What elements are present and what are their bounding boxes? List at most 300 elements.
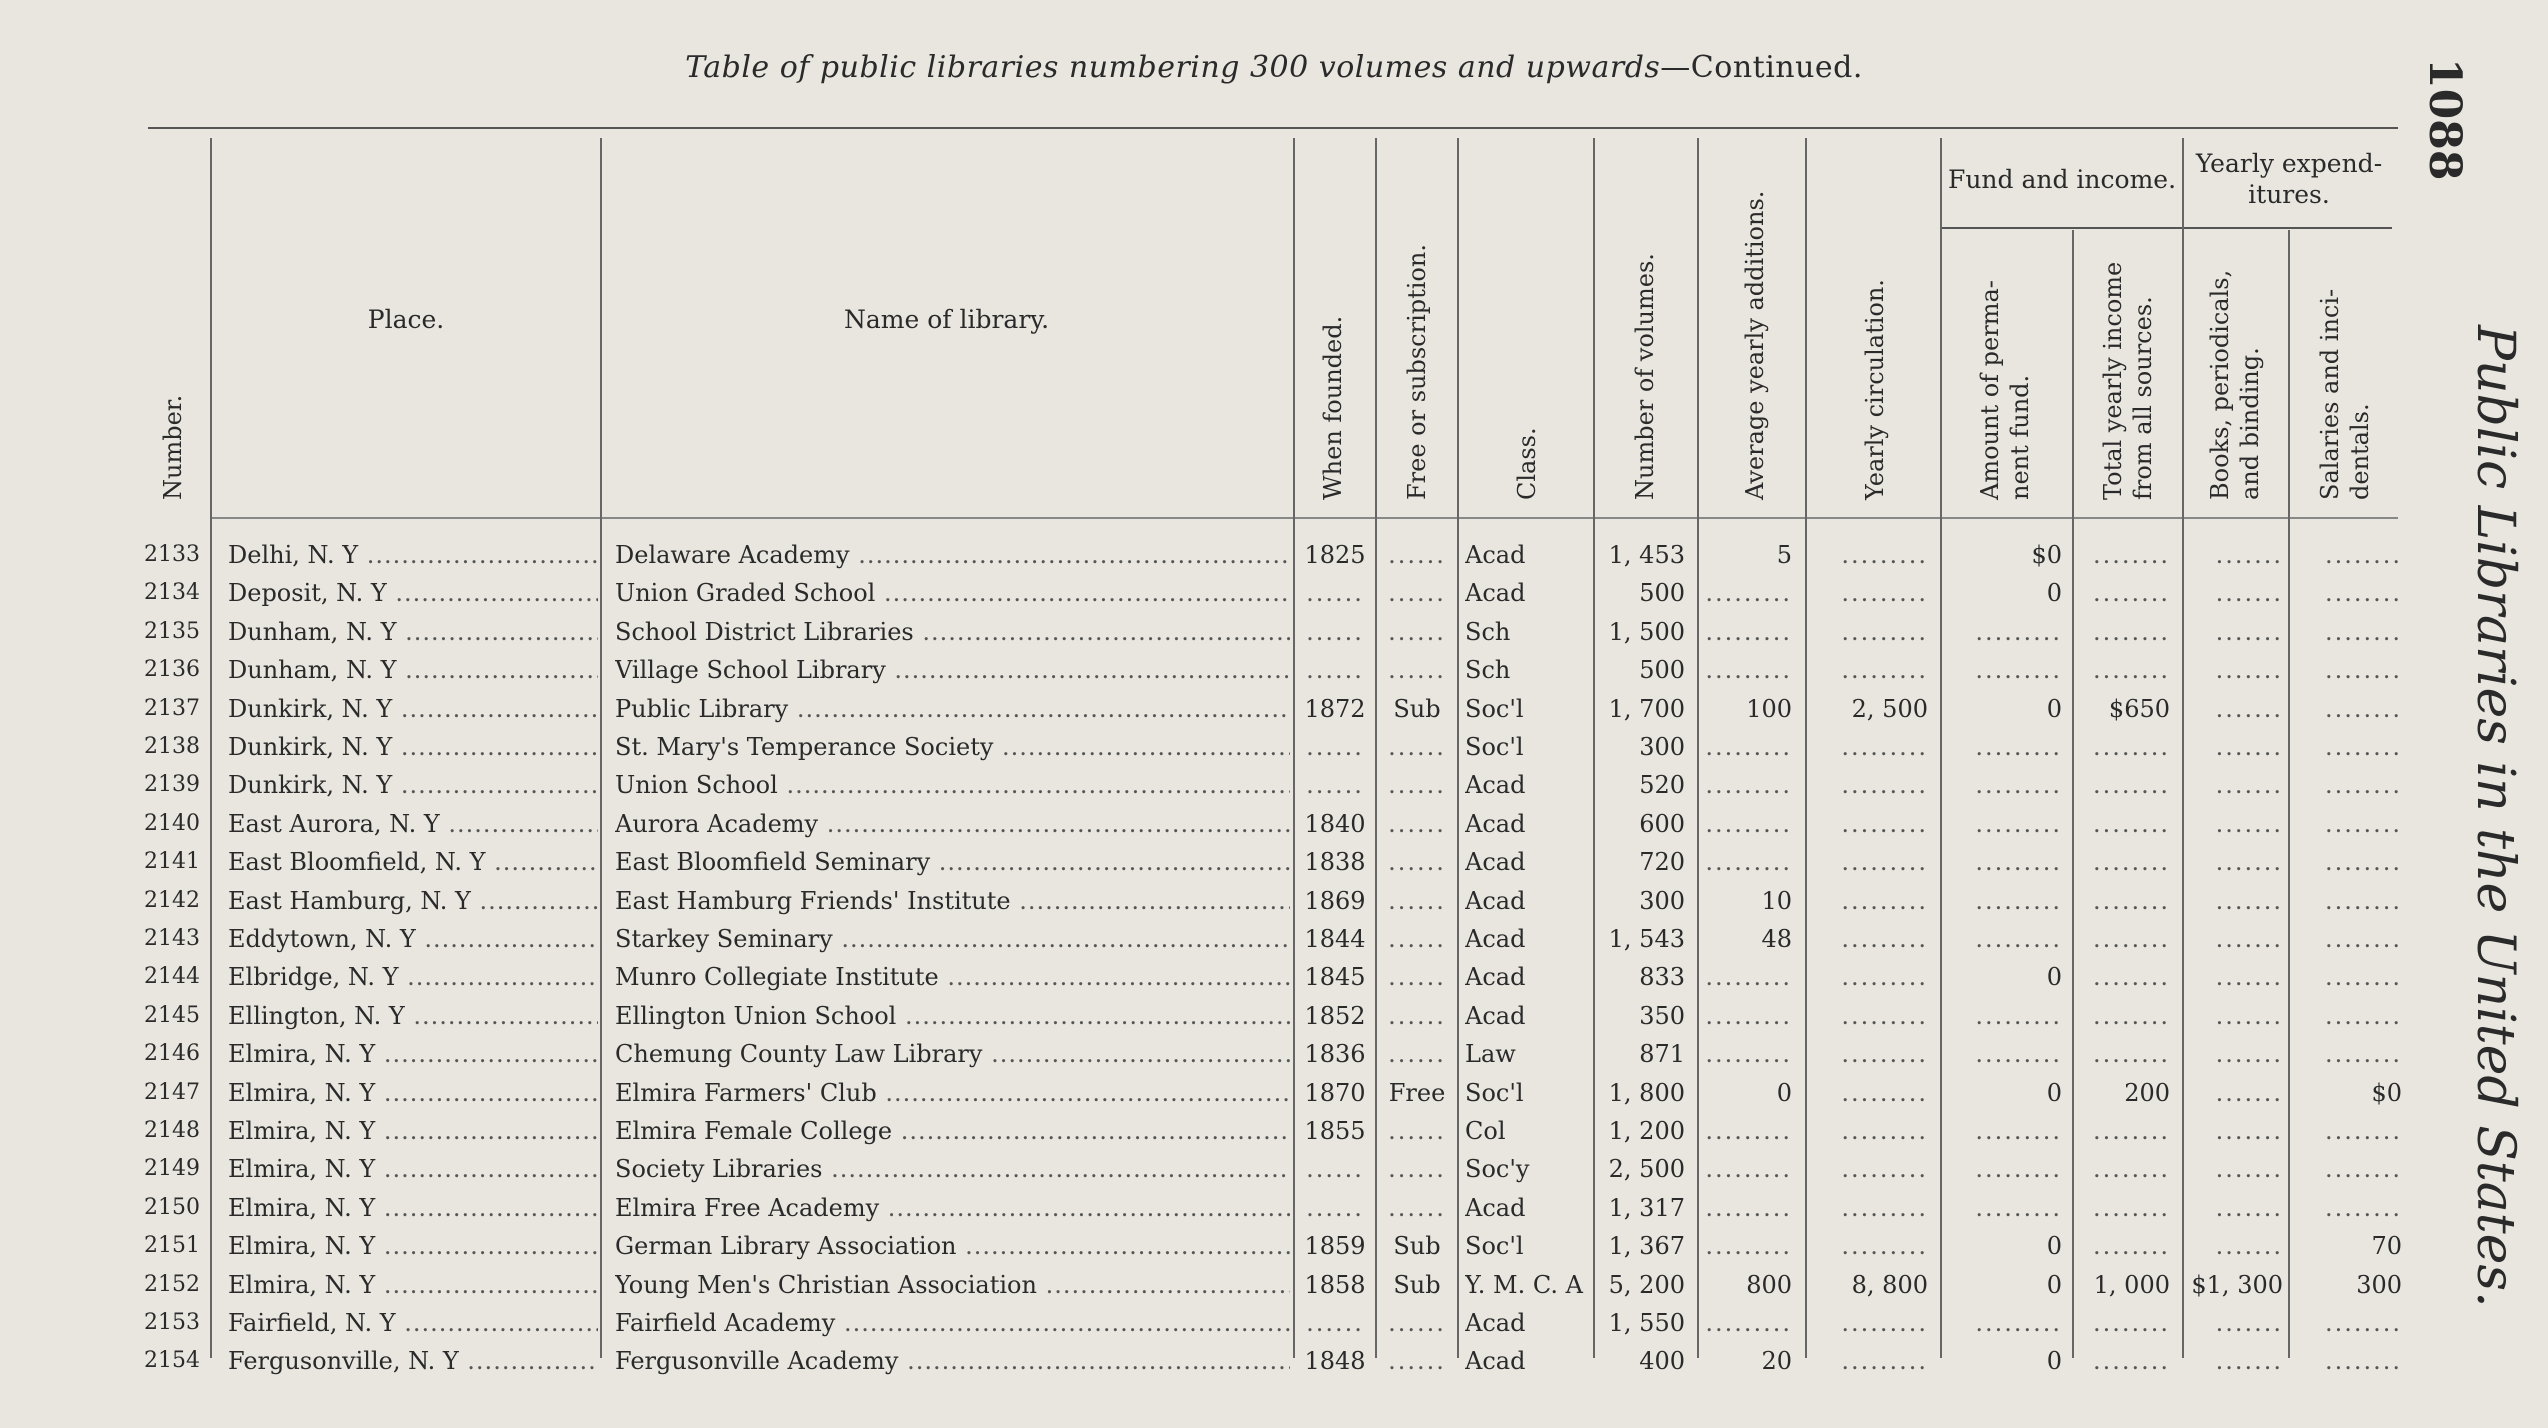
table-row xyxy=(0,1342,2548,1380)
cell-books: ....... xyxy=(2215,1117,2283,1145)
cell-volumes: 1, 453 xyxy=(1608,541,1685,569)
cell-income: ........ xyxy=(2092,1309,2170,1337)
cell-name: Fergusonville Academy ..... xyxy=(615,1342,1290,1380)
cell-additions: 0 xyxy=(1776,1078,1792,1107)
cell-number: 2143 xyxy=(144,926,200,951)
cell-place: Deposit, N. Y ..... xyxy=(228,574,598,612)
header-salaries: Salaries and inci- dentals. xyxy=(2316,288,2374,500)
cell-additions: ......... xyxy=(1705,1117,1792,1145)
cell-free: Sub xyxy=(1393,1270,1441,1299)
cell-books: ....... xyxy=(2215,848,2283,877)
cell-fund: ......... xyxy=(1975,1040,2062,1069)
cell-books: ....... xyxy=(2215,1155,2283,1184)
cell-class: Soc'l xyxy=(1465,1078,1524,1107)
cell-class: Soc'l xyxy=(1465,1232,1524,1261)
cell-name: Munro Collegiate Institute ..... xyxy=(615,958,1290,996)
cell-fund: 0 xyxy=(2046,1078,2062,1107)
cell-circulation: ......... xyxy=(1841,925,1928,953)
cell-books: ....... xyxy=(2215,886,2283,915)
page-title-italic: Table of public libraries numbering 300 volumes and upwards xyxy=(685,50,1661,85)
cell-circulation: 8, 800 xyxy=(1851,1270,1928,1299)
cell-name: Delaware Academy ..... xyxy=(615,536,1290,574)
table-row xyxy=(0,574,2548,612)
cell-place: Delhi, N. Y ..... xyxy=(228,536,598,574)
cell-salaries: ........ xyxy=(2324,963,2402,992)
cell-place: East Aurora, N. Y ..... xyxy=(228,805,598,843)
cell-number: 2150 xyxy=(144,1194,200,1220)
cell-free: ...... xyxy=(1388,771,1446,800)
cell-fund: ......... xyxy=(1975,809,2062,838)
cell-volumes: 500 xyxy=(1639,579,1685,608)
cell-founded: 1870 xyxy=(1304,1078,1366,1107)
cell-founded: ...... xyxy=(1306,1309,1364,1337)
cell-fund: 0 xyxy=(2046,1232,2062,1261)
cell-free: ...... xyxy=(1388,848,1446,877)
table-row xyxy=(0,1035,2548,1073)
table-row xyxy=(0,1266,2548,1304)
cell-founded: 1838 xyxy=(1304,848,1366,877)
cell-class: Acad xyxy=(1465,1309,1526,1337)
table-row xyxy=(0,536,2548,574)
cell-salaries: ........ xyxy=(2324,1309,2402,1337)
cell-income: 200 xyxy=(2124,1078,2170,1107)
cell-founded: ...... xyxy=(1306,656,1364,685)
cell-number: 2133 xyxy=(144,542,200,567)
cell-additions: 5 xyxy=(1776,541,1792,569)
cell-free: ...... xyxy=(1388,541,1446,569)
cell-place: Dunham, N. Y ..... xyxy=(228,651,598,689)
cell-founded: 1825 xyxy=(1304,541,1366,569)
cell-class: Acad xyxy=(1465,771,1526,800)
table-row xyxy=(0,843,2548,881)
cell-founded: 1869 xyxy=(1304,886,1366,915)
cell-books: ....... xyxy=(2215,656,2283,685)
cell-salaries: ........ xyxy=(2324,1193,2402,1222)
header-number: Number. xyxy=(159,394,187,500)
cell-name: East Hamburg Friends' Institute ..... xyxy=(615,882,1290,920)
table-row xyxy=(0,690,2548,728)
cell-number: 2139 xyxy=(144,772,200,798)
cell-circulation: ......... xyxy=(1841,1040,1928,1069)
cell-name: Elmira Female College ..... xyxy=(615,1112,1290,1150)
cell-additions: ......... xyxy=(1705,1309,1792,1337)
cell-additions: ......... xyxy=(1705,1232,1792,1261)
cell-additions: ......... xyxy=(1705,656,1792,685)
cell-income: ........ xyxy=(2092,848,2170,877)
cell-number: 2134 xyxy=(144,580,200,606)
cell-income: ........ xyxy=(2092,733,2170,761)
cell-fund: 0 xyxy=(2046,1270,2062,1299)
cell-fund: ......... xyxy=(1975,1309,2062,1337)
cell-volumes: 2, 500 xyxy=(1608,1155,1685,1184)
cell-volumes: 300 xyxy=(1639,733,1685,761)
table-row xyxy=(0,1227,2548,1265)
cell-class: Law xyxy=(1465,1040,1516,1069)
table-row xyxy=(0,997,2548,1035)
cell-additions: ......... xyxy=(1705,579,1792,608)
table-row xyxy=(0,1304,2548,1342)
cell-circulation: ......... xyxy=(1841,771,1928,800)
cell-additions: ......... xyxy=(1705,1001,1792,1030)
table-row xyxy=(0,1112,2548,1150)
cell-salaries: ........ xyxy=(2324,1117,2402,1145)
cell-books: $1, 300 xyxy=(2191,1270,2283,1299)
cell-name: Elmira Farmers' Club ..... xyxy=(615,1074,1290,1112)
cell-salaries: ........ xyxy=(2324,771,2402,800)
cell-salaries: ........ xyxy=(2324,886,2402,915)
cell-place: Elbridge, N. Y ..... xyxy=(228,958,598,996)
cell-place: Fergusonville, N. Y ..... xyxy=(228,1342,598,1380)
cell-name: School District Libraries ..... xyxy=(615,613,1290,651)
table-row xyxy=(0,958,2548,996)
cell-books: ....... xyxy=(2215,1001,2283,1030)
cell-income: ........ xyxy=(2092,1155,2170,1184)
cell-circulation: ......... xyxy=(1841,733,1928,761)
cell-circulation: ......... xyxy=(1841,1117,1928,1145)
cell-books: ....... xyxy=(2215,809,2283,838)
cell-circulation: ......... xyxy=(1841,809,1928,838)
cell-books: ....... xyxy=(2215,579,2283,608)
cell-fund: ......... xyxy=(1975,1117,2062,1145)
cell-income: ........ xyxy=(2092,1001,2170,1030)
cell-additions: 20 xyxy=(1761,1347,1792,1376)
cell-class: Acad xyxy=(1465,541,1526,569)
cell-circulation: 2, 500 xyxy=(1851,694,1928,723)
cell-place: Dunkirk, N. Y ..... xyxy=(228,728,598,766)
cell-income: ........ xyxy=(2092,1040,2170,1069)
cell-founded: ...... xyxy=(1306,1193,1364,1222)
table-row xyxy=(0,805,2548,843)
cell-books: ....... xyxy=(2215,1347,2283,1376)
cell-books: ....... xyxy=(2215,1232,2283,1261)
cell-class: Soc'l xyxy=(1465,694,1524,723)
cell-class: Soc'l xyxy=(1465,733,1524,761)
cell-name: Chemung County Law Library ..... xyxy=(615,1035,1290,1073)
table-row xyxy=(0,1074,2548,1112)
cell-place: East Bloomfield, N. Y ..... xyxy=(228,843,598,881)
cell-circulation: ......... xyxy=(1841,1155,1928,1184)
header-fund: Amount of perma- nent fund. xyxy=(1976,280,2034,500)
cell-number: 2154 xyxy=(144,1348,200,1374)
cell-place: Ellington, N. Y ..... xyxy=(228,997,598,1035)
cell-income: ........ xyxy=(2092,1193,2170,1222)
cell-circulation: ......... xyxy=(1841,1309,1928,1337)
cell-founded: 1840 xyxy=(1304,809,1366,838)
cell-volumes: 1, 700 xyxy=(1608,694,1685,723)
cell-class: Sch xyxy=(1465,656,1511,685)
cell-volumes: 1, 317 xyxy=(1608,1193,1685,1222)
cell-additions: 100 xyxy=(1746,694,1792,723)
cell-income: ........ xyxy=(2092,886,2170,915)
cell-income: $650 xyxy=(2108,694,2170,723)
header-name: Name of library. xyxy=(843,305,1050,334)
cell-books: ....... xyxy=(2215,771,2283,800)
cell-circulation: ......... xyxy=(1841,1232,1928,1261)
cell-circulation: ......... xyxy=(1841,886,1928,915)
cell-number: 2140 xyxy=(144,810,200,836)
cell-free: ...... xyxy=(1388,886,1446,915)
cell-place: Elmira, N. Y ..... xyxy=(228,1266,598,1304)
cell-books: ....... xyxy=(2215,1040,2283,1069)
cell-free: ...... xyxy=(1388,1040,1446,1069)
cell-circulation: ......... xyxy=(1841,1347,1928,1376)
cell-circulation: ......... xyxy=(1841,617,1928,646)
table-row xyxy=(0,728,2548,766)
cell-number: 2138 xyxy=(144,734,200,759)
cell-founded: ...... xyxy=(1306,733,1364,761)
cell-additions: ......... xyxy=(1705,963,1792,992)
cell-additions: ......... xyxy=(1705,733,1792,761)
cell-number: 2145 xyxy=(144,1002,200,1028)
cell-volumes: 1, 367 xyxy=(1608,1232,1685,1261)
table-row xyxy=(0,882,2548,920)
cell-books: ....... xyxy=(2215,694,2283,723)
cell-number: 2141 xyxy=(144,849,200,875)
cell-free: ...... xyxy=(1388,656,1446,685)
cell-class: Sch xyxy=(1465,617,1511,646)
cell-class: Col xyxy=(1465,1117,1506,1145)
cell-income: ........ xyxy=(2092,617,2170,646)
cell-founded: ...... xyxy=(1306,771,1364,800)
cell-name: Public Library ..... xyxy=(615,690,1290,728)
cell-volumes: 500 xyxy=(1639,656,1685,685)
cell-free: ...... xyxy=(1388,809,1446,838)
cell-circulation: ......... xyxy=(1841,1078,1928,1107)
cell-number: 2135 xyxy=(144,618,200,644)
cell-fund: ......... xyxy=(1975,771,2062,800)
header-circulation: Yearly circulation. xyxy=(1861,279,1889,500)
cell-number: 2137 xyxy=(144,695,200,721)
page-title xyxy=(0,50,2548,85)
cell-number: 2151 xyxy=(144,1233,200,1259)
cell-name: German Library Association ..... xyxy=(615,1227,1290,1265)
cell-salaries: ........ xyxy=(2324,656,2402,685)
cell-place: Elmira, N. Y ..... xyxy=(228,1074,598,1112)
header-free: Free or subscription. xyxy=(1403,244,1431,500)
cell-founded: 1844 xyxy=(1304,925,1366,953)
cell-number: 2147 xyxy=(144,1079,200,1105)
cell-fund: ......... xyxy=(1975,656,2062,685)
cell-volumes: 1, 550 xyxy=(1608,1309,1685,1337)
cell-fund: 0 xyxy=(2046,963,2062,992)
header-expenditures-group: Yearly expend- itures. xyxy=(2195,149,2383,210)
cell-name: Union School ..... xyxy=(615,766,1290,804)
cell-fund: ......... xyxy=(1975,886,2062,915)
cell-class: Acad xyxy=(1465,579,1526,608)
cell-circulation: ......... xyxy=(1841,848,1928,877)
cell-volumes: 520 xyxy=(1639,771,1685,800)
cell-books: ....... xyxy=(2215,617,2283,646)
cell-books: ....... xyxy=(2215,963,2283,992)
cell-circulation: ......... xyxy=(1841,579,1928,608)
group-header-rule xyxy=(1942,227,2392,229)
cell-volumes: 5, 200 xyxy=(1608,1270,1685,1299)
cell-free: ...... xyxy=(1388,1193,1446,1222)
cell-class: Acad xyxy=(1465,963,1526,992)
cell-founded: 1848 xyxy=(1304,1347,1366,1376)
cell-volumes: 300 xyxy=(1639,886,1685,915)
cell-name: Ellington Union School ..... xyxy=(615,997,1290,1035)
cell-class: Acad xyxy=(1465,1193,1526,1222)
cell-place: Fairfield, N. Y ..... xyxy=(228,1304,598,1342)
cell-salaries: ........ xyxy=(2324,733,2402,761)
cell-salaries: ........ xyxy=(2324,809,2402,838)
cell-salaries: ........ xyxy=(2324,1001,2402,1030)
header-class: Class. xyxy=(1513,427,1541,500)
cell-free: ...... xyxy=(1388,1347,1446,1376)
cell-fund: $0 xyxy=(2031,541,2062,569)
cell-place: Dunkirk, N. Y ..... xyxy=(228,766,598,804)
cell-founded: ...... xyxy=(1306,1155,1364,1184)
cell-free: ...... xyxy=(1388,1155,1446,1184)
cell-name: Union Graded School ..... xyxy=(615,574,1290,612)
cell-founded: 1845 xyxy=(1304,963,1366,992)
cell-name: Elmira Free Academy ..... xyxy=(615,1189,1290,1227)
cell-volumes: 400 xyxy=(1639,1347,1685,1376)
cell-fund: 0 xyxy=(2046,1347,2062,1376)
cell-number: 2152 xyxy=(144,1271,200,1297)
cell-income: ........ xyxy=(2092,656,2170,685)
table-row xyxy=(0,920,2548,958)
cell-class: Acad xyxy=(1465,848,1526,877)
cell-name: St. Mary's Temperance Society ..... xyxy=(615,728,1290,766)
cell-books: ....... xyxy=(2215,925,2283,953)
header-fund-group: Fund and income. xyxy=(1947,165,2177,194)
cell-class: Acad xyxy=(1465,886,1526,915)
cell-free: ...... xyxy=(1388,1117,1446,1145)
cell-class: Acad xyxy=(1465,1001,1526,1030)
cell-salaries: ........ xyxy=(2324,694,2402,723)
cell-free: ...... xyxy=(1388,733,1446,761)
cell-class: Y. M. C. A xyxy=(1465,1270,1583,1299)
cell-books: ....... xyxy=(2215,1078,2283,1107)
table-top-rule xyxy=(148,127,2398,129)
cell-fund: ......... xyxy=(1975,925,2062,953)
cell-free: Free xyxy=(1388,1078,1446,1107)
cell-free: ...... xyxy=(1388,1001,1446,1030)
cell-additions: ......... xyxy=(1705,1193,1792,1222)
table-row xyxy=(0,613,2548,651)
cell-free: ...... xyxy=(1388,925,1446,953)
cell-additions: 10 xyxy=(1761,886,1792,915)
running-title: Public Libraries in the United States. xyxy=(2465,325,2525,1308)
cell-circulation: ......... xyxy=(1841,541,1928,569)
cell-volumes: 833 xyxy=(1639,963,1685,992)
cell-income: ........ xyxy=(2092,809,2170,838)
header-place: Place. xyxy=(367,305,445,334)
cell-volumes: 1, 543 xyxy=(1608,925,1685,953)
cell-additions: ......... xyxy=(1705,1040,1792,1069)
cell-income: ........ xyxy=(2092,963,2170,992)
cell-income: ........ xyxy=(2092,1232,2170,1261)
table-row xyxy=(0,1150,2548,1188)
cell-place: Dunkirk, N. Y ..... xyxy=(228,690,598,728)
cell-name: Starkey Seminary ..... xyxy=(615,920,1290,958)
cell-founded: 1859 xyxy=(1304,1232,1366,1261)
cell-salaries: 70 xyxy=(2371,1232,2402,1261)
cell-circulation: ......... xyxy=(1841,1193,1928,1222)
cell-fund: ......... xyxy=(1975,617,2062,646)
page-number: 1088 xyxy=(2419,58,2470,181)
cell-salaries: ........ xyxy=(2324,925,2402,953)
table-row xyxy=(0,651,2548,689)
cell-free: ...... xyxy=(1388,579,1446,608)
cell-income: ........ xyxy=(2092,579,2170,608)
cell-books: ....... xyxy=(2215,733,2283,761)
cell-salaries: ........ xyxy=(2324,617,2402,646)
cell-founded: 1852 xyxy=(1304,1001,1366,1030)
cell-class: Acad xyxy=(1465,1347,1526,1376)
cell-founded: 1855 xyxy=(1304,1117,1366,1145)
table-row xyxy=(0,1189,2548,1227)
header-income: Total yearly income from all sources. xyxy=(2099,261,2157,500)
header-volumes: Number of volumes. xyxy=(1631,253,1659,500)
cell-circulation: ......... xyxy=(1841,963,1928,992)
cell-name: Fairfield Academy ..... xyxy=(615,1304,1290,1342)
cell-founded: ...... xyxy=(1306,617,1364,646)
cell-salaries: ........ xyxy=(2324,541,2402,569)
cell-name: Young Men's Christian Association ..... xyxy=(615,1266,1290,1304)
cell-number: 2136 xyxy=(144,657,200,683)
cell-volumes: 1, 200 xyxy=(1608,1117,1685,1145)
cell-number: 2146 xyxy=(144,1041,200,1067)
cell-free: ...... xyxy=(1388,1309,1446,1337)
cell-additions: ......... xyxy=(1705,617,1792,646)
header-bottom-rule xyxy=(212,517,2398,519)
cell-founded: 1872 xyxy=(1304,694,1366,723)
cell-circulation: ......... xyxy=(1841,656,1928,685)
cell-founded: 1836 xyxy=(1304,1040,1366,1069)
cell-volumes: 600 xyxy=(1639,809,1685,838)
cell-additions: ......... xyxy=(1705,771,1792,800)
cell-volumes: 720 xyxy=(1639,848,1685,877)
cell-books: ....... xyxy=(2215,1309,2283,1337)
cell-fund: ......... xyxy=(1975,733,2062,761)
page-title-suffix: —Continued. xyxy=(1660,50,1863,85)
cell-income: 1, 000 xyxy=(2093,1270,2170,1299)
cell-income: ........ xyxy=(2092,771,2170,800)
cell-additions: 800 xyxy=(1746,1270,1792,1299)
cell-name: Aurora Academy ..... xyxy=(615,805,1290,843)
header-founded: When founded. xyxy=(1319,315,1347,500)
cell-additions: ......... xyxy=(1705,848,1792,877)
cell-volumes: 1, 800 xyxy=(1608,1078,1685,1107)
cell-salaries: $0 xyxy=(2371,1078,2402,1107)
cell-salaries: 300 xyxy=(2356,1270,2402,1299)
cell-fund: 0 xyxy=(2046,694,2062,723)
header-additions: Average yearly additions. xyxy=(1741,190,1769,500)
cell-number: 2148 xyxy=(144,1118,200,1143)
cell-place: Elmira, N. Y ..... xyxy=(228,1112,598,1150)
cell-salaries: ........ xyxy=(2324,848,2402,877)
cell-circulation: ......... xyxy=(1841,1001,1928,1030)
cell-free: ...... xyxy=(1388,963,1446,992)
cell-name: East Bloomfield Seminary ..... xyxy=(615,843,1290,881)
cell-salaries: ........ xyxy=(2324,1040,2402,1069)
cell-founded: 1858 xyxy=(1304,1270,1366,1299)
cell-salaries: ........ xyxy=(2324,579,2402,608)
cell-free: Sub xyxy=(1393,1232,1441,1261)
cell-founded: ...... xyxy=(1306,579,1364,608)
cell-name: Society Libraries ..... xyxy=(615,1150,1290,1188)
cell-income: ........ xyxy=(2092,1117,2170,1145)
cell-fund: ......... xyxy=(1975,1155,2062,1184)
cell-additions: 48 xyxy=(1761,925,1792,953)
cell-place: Elmira, N. Y ..... xyxy=(228,1150,598,1188)
cell-free: ...... xyxy=(1388,617,1446,646)
cell-class: Acad xyxy=(1465,809,1526,838)
cell-salaries: ........ xyxy=(2324,1347,2402,1376)
